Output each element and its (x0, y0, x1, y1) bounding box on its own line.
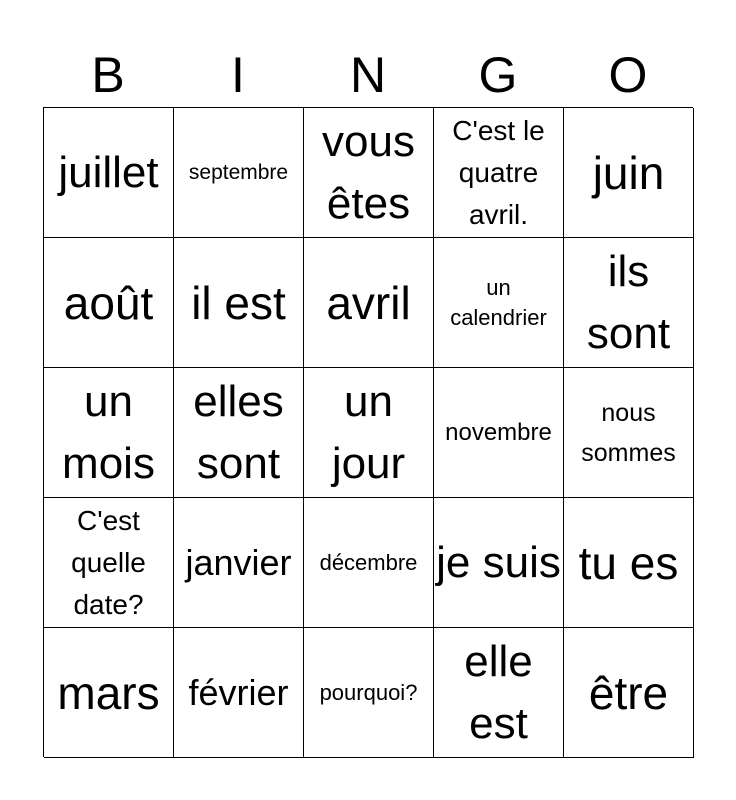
cell-text: un jour (331, 376, 406, 488)
cell-text: août (63, 276, 154, 329)
header-letter-n: N (349, 47, 387, 103)
cell-text: vous êtes (322, 116, 415, 228)
cell-text: il est (191, 276, 286, 329)
cell-text: avril (326, 276, 411, 329)
bingo-cell[interactable] (434, 238, 564, 368)
bingo-cell[interactable] (564, 498, 694, 628)
bingo-cell[interactable] (304, 368, 434, 498)
bingo-cell[interactable] (304, 628, 434, 758)
bingo-cell[interactable] (564, 628, 694, 758)
bingo-cell[interactable] (174, 108, 304, 238)
bingo-grid (43, 107, 693, 757)
cell-text: mars (57, 666, 160, 719)
header-letter-o: O (608, 47, 648, 103)
bingo-cell[interactable] (434, 498, 564, 628)
cell-text: juillet (58, 147, 159, 197)
cell-text: juin (592, 146, 665, 199)
bingo-cell[interactable] (434, 368, 564, 498)
cell-text: janvier (185, 541, 292, 583)
bingo-cell[interactable] (564, 108, 694, 238)
cell-text: février (188, 671, 289, 713)
cell-text: novembre (445, 418, 552, 446)
bingo-cell[interactable] (434, 628, 564, 758)
bingo-cell[interactable] (564, 368, 694, 498)
cell-text: un mois (62, 376, 155, 488)
cell-text: ils sont (586, 246, 671, 358)
bingo-cell[interactable] (44, 628, 174, 758)
bingo-cell[interactable] (44, 108, 174, 238)
bingo-cell[interactable] (174, 498, 304, 628)
bingo-cell[interactable] (174, 628, 304, 758)
bingo-cell[interactable] (174, 368, 304, 498)
cell-text: tu es (578, 536, 679, 589)
cell-text: pourquoi? (319, 679, 418, 705)
cell-text: elles sont (193, 376, 284, 488)
cell-text: nous sommes (581, 398, 676, 467)
bingo-cell[interactable] (564, 238, 694, 368)
header-letter-i: I (231, 47, 245, 103)
bingo-cell[interactable] (44, 368, 174, 498)
bingo-cell[interactable] (304, 498, 434, 628)
bingo-header (43, 44, 693, 106)
cell-text: décembre (319, 549, 418, 575)
cell-text: je suis (436, 537, 561, 587)
cell-text: elle est (464, 636, 533, 748)
cell-text: C'est le quatre avril. (452, 114, 545, 230)
bingo-cell[interactable] (434, 108, 564, 238)
cell-text: un calendrier (450, 274, 547, 330)
header-letter-b: B (91, 47, 125, 103)
bingo-cell[interactable] (44, 498, 174, 628)
bingo-cell[interactable] (44, 238, 174, 368)
cell-text: C'est quelle date? (71, 504, 146, 620)
bingo-cell[interactable] (174, 238, 304, 368)
bingo-cell[interactable] (304, 108, 434, 238)
cell-text: être (588, 666, 669, 719)
header-letter-g: G (478, 47, 518, 103)
cell-text: septembre (188, 160, 289, 184)
bingo-cell[interactable] (304, 238, 434, 368)
